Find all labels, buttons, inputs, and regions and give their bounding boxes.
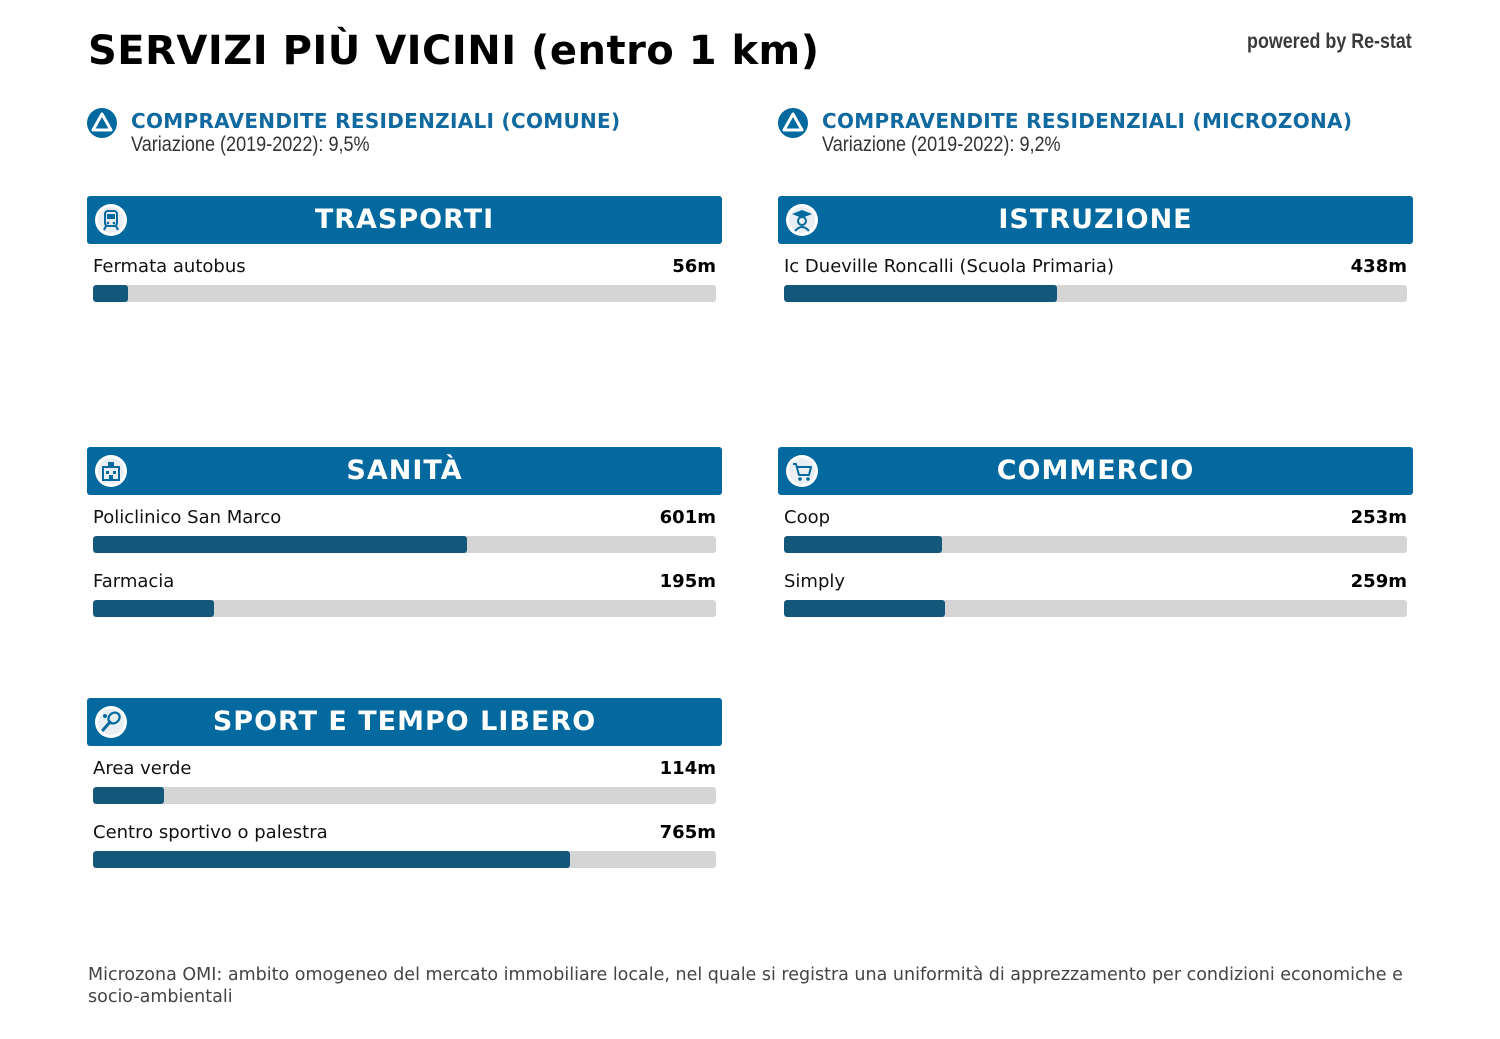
section-title: SPORT E TEMPO LIBERO bbox=[212, 706, 597, 737]
bar-track bbox=[93, 536, 716, 553]
bar-track bbox=[784, 600, 1407, 617]
powered-by-logo: powered by Re-stat bbox=[1247, 30, 1412, 53]
section-sanit- bbox=[87, 447, 722, 623]
bar bbox=[784, 536, 942, 553]
section-title: COMMERCIO bbox=[996, 455, 1195, 486]
bar bbox=[784, 600, 945, 617]
bar bbox=[93, 536, 467, 553]
bar bbox=[93, 851, 570, 868]
bar-value-label: 601m bbox=[659, 507, 716, 528]
bar-track bbox=[93, 787, 716, 804]
bar-value-label: 195m bbox=[659, 571, 716, 592]
section-istruzione bbox=[778, 196, 1413, 308]
section-sport-e-tempo-libero bbox=[87, 698, 722, 874]
bar-row bbox=[93, 495, 716, 559]
bar-value-label: 114m bbox=[659, 758, 716, 779]
bar-track bbox=[93, 600, 716, 617]
footnote: Microzona OMI: ambito omogeneo del mercato immobiliare locale, nel quale si registra una uniformità di apprezzamento per condizioni economiche e socio-ambientali bbox=[88, 965, 1403, 1007]
bar-track bbox=[784, 536, 1407, 553]
bar bbox=[93, 285, 128, 302]
bar-label: Fermata autobus bbox=[93, 256, 246, 277]
bar bbox=[93, 787, 164, 804]
kpi-subtitle: Variazione (2019-2022): 9,5% bbox=[131, 133, 370, 156]
bar-row bbox=[93, 559, 716, 623]
section-header bbox=[87, 447, 722, 495]
bar-label: Coop bbox=[784, 507, 831, 528]
triangle-up-icon bbox=[778, 108, 808, 138]
bar-row bbox=[784, 495, 1407, 559]
bar-row bbox=[784, 559, 1407, 623]
section-header bbox=[778, 447, 1413, 495]
page-title: SERVIZI PIÙ VICINI (entro 1 km) bbox=[88, 28, 820, 74]
bar-value-label: 56m bbox=[672, 256, 716, 277]
bar-label: Farmacia bbox=[93, 571, 175, 592]
bar-value-label: 765m bbox=[659, 822, 716, 843]
bar-row bbox=[93, 746, 716, 810]
kpi-subtitle: Variazione (2019-2022): 9,2% bbox=[822, 133, 1061, 156]
bar-row bbox=[784, 244, 1407, 308]
bar bbox=[93, 600, 214, 617]
section-header bbox=[778, 196, 1413, 244]
bar-label: Area verde bbox=[93, 758, 192, 779]
bar-track bbox=[93, 285, 716, 302]
kpi-title: COMPRAVENDITE RESIDENZIALI (COMUNE) bbox=[131, 109, 621, 133]
section-title: TRASPORTI bbox=[314, 204, 495, 235]
bar-label: Ic Dueville Roncalli (Scuola Primaria) bbox=[784, 256, 1114, 277]
bar-value-label: 438m bbox=[1350, 256, 1407, 277]
section-header bbox=[87, 196, 722, 244]
bar-label: Policlinico San Marco bbox=[93, 507, 282, 528]
triangle-up-icon bbox=[87, 108, 117, 138]
bar-label: Simply bbox=[784, 571, 846, 592]
bar-label: Centro sportivo o palestra bbox=[93, 822, 328, 843]
section-trasporti bbox=[87, 196, 722, 308]
section-header bbox=[87, 698, 722, 746]
kpi-title: COMPRAVENDITE RESIDENZIALI (MICROZONA) bbox=[822, 109, 1353, 133]
bar-value-label: 259m bbox=[1350, 571, 1407, 592]
section-title: ISTRUZIONE bbox=[998, 204, 1193, 235]
bar bbox=[784, 285, 1057, 302]
section-commercio bbox=[778, 447, 1413, 623]
bar-track bbox=[93, 851, 716, 868]
section-title: SANITÀ bbox=[346, 455, 463, 486]
bar-row bbox=[93, 244, 716, 308]
bar-row bbox=[93, 810, 716, 874]
bar-value-label: 253m bbox=[1350, 507, 1407, 528]
bar-track bbox=[784, 285, 1407, 302]
